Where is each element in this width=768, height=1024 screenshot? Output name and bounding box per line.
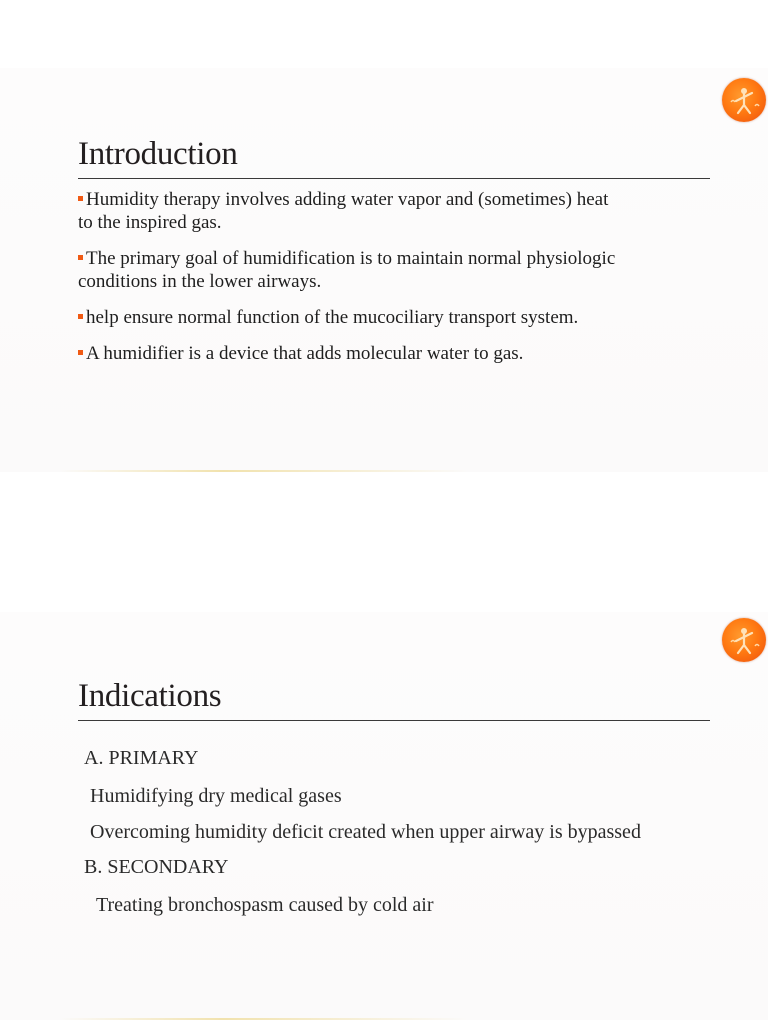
bullet-text-continued: conditions in the lower airways. xyxy=(78,271,322,292)
secondary-item: Treating bronchospasm caused by cold air xyxy=(96,894,434,916)
list-item xyxy=(72,342,722,365)
orange-logo-icon xyxy=(722,78,766,122)
slide-introduction xyxy=(0,68,768,472)
bullet-text: help ensure normal function of the mucociliary transport system. xyxy=(86,307,579,328)
orange-logo-icon xyxy=(722,618,766,662)
slide-title: Indications xyxy=(78,678,222,714)
bullet-text: The primary goal of humidification is to maintain normal physiologic xyxy=(86,248,616,269)
bullet-marker-icon xyxy=(78,314,83,319)
slide-bottom-edge xyxy=(60,1018,468,1020)
primary-item: Humidifying dry medical gases xyxy=(90,785,342,807)
bullet-text: Humidity therapy involves adding water vapor and (sometimes) heat xyxy=(86,189,609,210)
bullet-list xyxy=(72,188,722,378)
list-item xyxy=(72,188,722,234)
primary-heading: A. PRIMARY xyxy=(84,747,199,769)
bullet-marker-icon xyxy=(78,350,83,355)
bullet-text-continued: to the inspired gas. xyxy=(78,212,222,233)
title-divider xyxy=(78,178,710,179)
bullet-marker-icon xyxy=(78,196,83,201)
primary-item: Overcoming humidity deficit created when upper airway is bypassed xyxy=(90,821,641,843)
title-divider xyxy=(78,720,710,721)
list-item xyxy=(72,306,722,329)
bullet-marker-icon xyxy=(78,255,83,260)
slide-indications xyxy=(0,612,768,1020)
bullet-text: A humidifier is a device that adds molecular water to gas. xyxy=(86,343,524,364)
slide-bottom-edge xyxy=(60,470,468,472)
secondary-heading: B. SECONDARY xyxy=(84,856,229,878)
list-item xyxy=(72,247,722,293)
slide-title: Introduction xyxy=(78,136,238,172)
